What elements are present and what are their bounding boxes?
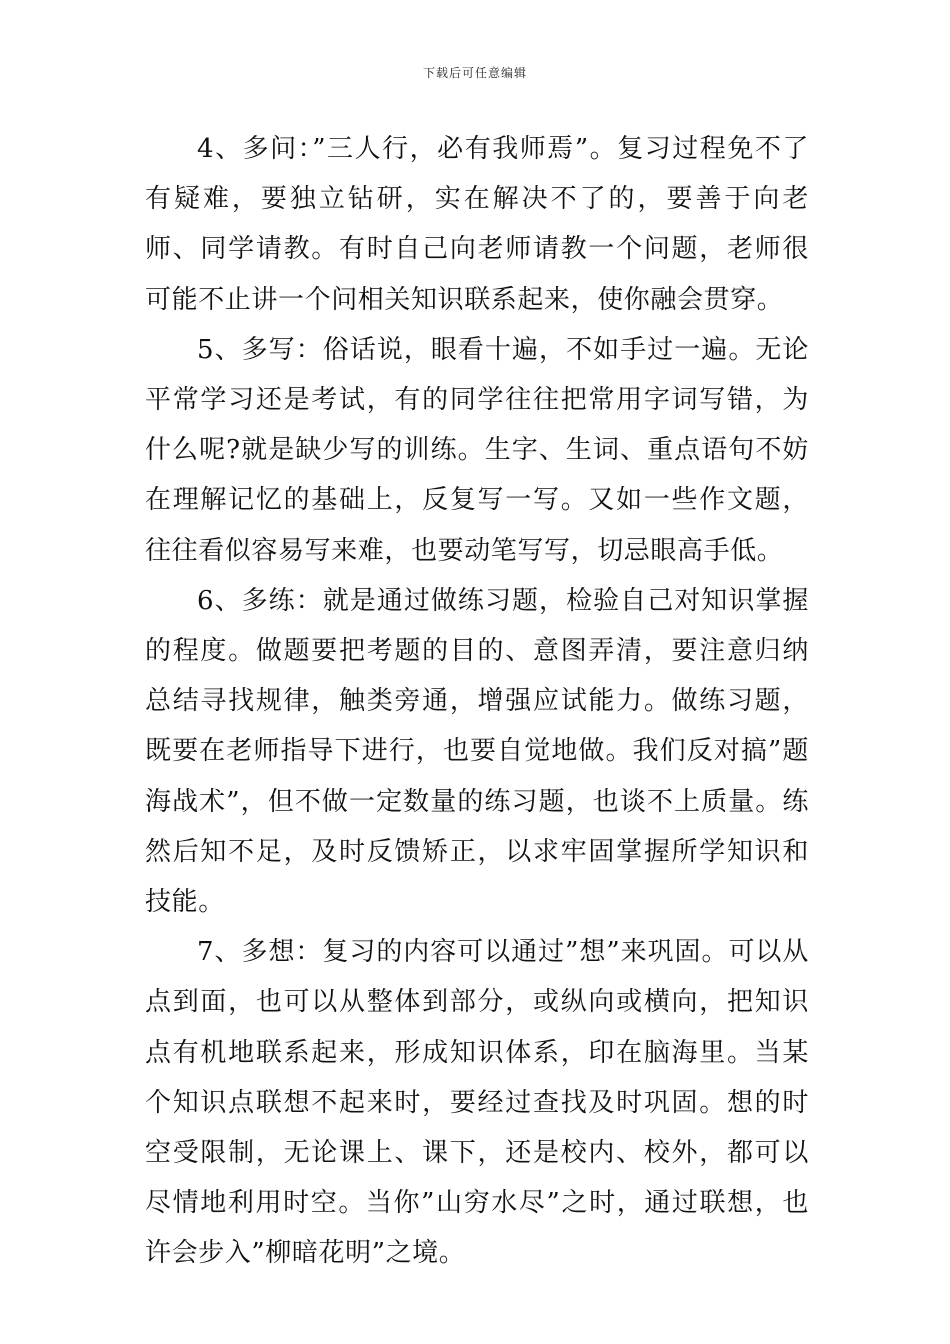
paragraph-think-more: 7、多想：复习的内容可以通过”想”来巩固。可以从点到面，也可以从整体到部分，或纵向或横向，把知识点有机地联系起来，形成知识体系，印在脑海里。当某个知识点联想不起来时，要经过查找及时巩固。想的时空受限制，无论课上、课下，还是校内、校外，都可以尽情地利用时空。当你”山穷水尽”之时，通过联想，也许会步入”柳暗花明”之境。 <box>145 937 809 1269</box>
document-body <box>145 124 809 1279</box>
paragraph-ask-more: 4、多问：”三人行，必有我师焉”。复习过程免不了有疑难，要独立钻研，实在解决不了的，要善于向老师、同学请教。有时自己向老师请教一个问题，老师很可能不止讲一个问相关知识联系起来，使你融会贯穿。 <box>145 134 809 315</box>
paragraph-write-more: 5、多写：俗话说，眼看十遍，不如手过一遍。无论平常学习还是考试，有的同学往往把常用字词写错，为什么呢?就是缺少写的训练。生字、生词、重点语句不妨在理解记忆的基础上，反复写一写。又如一些作文题，往往看似容易写来难，也要动笔写写，切忌眼高手低。 <box>145 334 809 566</box>
paragraph-practice-more: 6、多练：就是通过做练习题，检验自己对知识掌握的程度。做题要把考题的目的、意图弄清，要注意归纳总结寻找规律，触类旁通，增强应试能力。做练习题，既要在老师指导下进行，也要自觉地做。我们反对搞”题海战术”，但不做一定数量的练习题，也谈不上质量。练然后知不足，及时反馈矫正，以求牢固掌握所学知识和技能。 <box>145 585 809 918</box>
page-header: 下载后可任意编辑 <box>422 66 527 80</box>
